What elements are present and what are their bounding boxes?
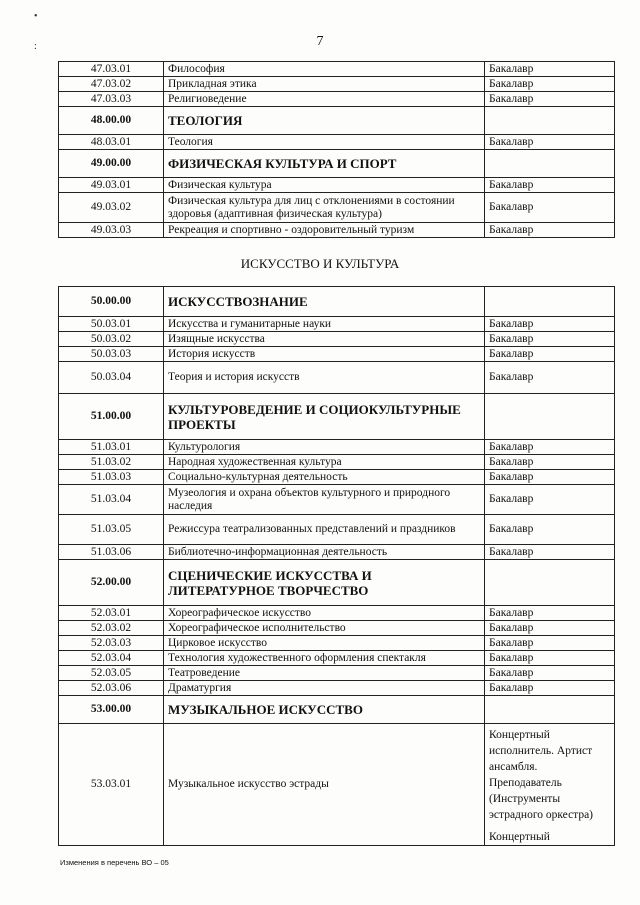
degree-cell: Бакалавр <box>485 135 615 150</box>
table-row <box>59 332 615 347</box>
code-cell: 52.03.02 <box>59 621 164 636</box>
table-row <box>59 545 615 560</box>
table-row <box>59 178 615 193</box>
degree-cell <box>485 394 615 440</box>
name-cell: Режиссура театрализованных представлений и праздников <box>164 515 485 545</box>
group-header-row <box>59 560 615 606</box>
name-cell: Прикладная этика <box>164 77 485 92</box>
code-cell: 50.03.02 <box>59 332 164 347</box>
degree-cell <box>485 560 615 606</box>
name-cell: Театроведение <box>164 666 485 681</box>
code-cell: 49.00.00 <box>59 150 164 178</box>
name-cell: КУЛЬТУРОВЕДЕНИЕ И СОЦИОКУЛЬТУРНЫЕ ПРОЕКТЫ <box>164 394 485 440</box>
specialties-table-1 <box>58 61 615 238</box>
degree-text: Концертный исполнитель. Артист ансамбля. Преподаватель (Инструменты эстрадного оркестра) <box>489 729 594 821</box>
name-cell: СЦЕНИЧЕСКИЕ ИСКУССТВА И ЛИТЕРАТУРНОЕ ТВОРЧЕСТВО <box>164 560 485 606</box>
code-cell: 47.03.02 <box>59 77 164 92</box>
table-row <box>59 92 615 107</box>
degree-cell: Бакалавр <box>485 77 615 92</box>
degree-cell <box>485 724 615 846</box>
degree-cell: Бакалавр <box>485 92 615 107</box>
name-cell: Рекреация и спортивно - оздоровительный туризм <box>164 223 485 238</box>
code-cell: 51.03.04 <box>59 485 164 515</box>
name-cell: Философия <box>164 62 485 77</box>
section-title: ИСКУССТВО И КУЛЬТУРА <box>240 256 400 271</box>
name-cell: Музыкальное искусство эстрады <box>164 724 485 846</box>
specialties-table-2 <box>58 286 615 846</box>
name-cell: Музеология и охрана объектов культурного и природного наследия <box>164 485 485 515</box>
name-cell: История искусств <box>164 347 485 362</box>
code-cell: 51.03.03 <box>59 470 164 485</box>
code-cell: 49.03.03 <box>59 223 164 238</box>
code-cell: 52.03.04 <box>59 651 164 666</box>
table-row <box>59 724 615 846</box>
table-row <box>59 515 615 545</box>
code-cell: 51.00.00 <box>59 394 164 440</box>
code-cell: 50.00.00 <box>59 287 164 317</box>
code-cell: 47.03.03 <box>59 92 164 107</box>
name-cell: Народная художественная культура <box>164 455 485 470</box>
degree-cell: Бакалавр <box>485 317 615 332</box>
degree-cell: Бакалавр <box>485 621 615 636</box>
degree-cell: Бакалавр <box>485 666 615 681</box>
name-cell: ИСКУССТВОЗНАНИЕ <box>164 287 485 317</box>
code-cell: 48.03.01 <box>59 135 164 150</box>
group-header-row <box>59 287 615 317</box>
table-row <box>59 470 615 485</box>
code-cell: 52.03.01 <box>59 606 164 621</box>
code-cell: 52.03.03 <box>59 636 164 651</box>
table-row <box>59 223 615 238</box>
degree-cell: Бакалавр <box>485 178 615 193</box>
name-cell: Цирковое искусство <box>164 636 485 651</box>
group-header-row <box>59 107 615 135</box>
table-row <box>59 485 615 515</box>
degree-cell <box>485 287 615 317</box>
code-cell: 52.03.06 <box>59 681 164 696</box>
degree-cell: Бакалавр <box>485 440 615 455</box>
table-row <box>59 193 615 223</box>
table-row <box>59 62 615 77</box>
code-cell: 48.00.00 <box>59 107 164 135</box>
code-cell: 52.00.00 <box>59 560 164 606</box>
group-header-row <box>59 150 615 178</box>
code-cell: 50.03.03 <box>59 347 164 362</box>
group-header-row <box>59 394 615 440</box>
table-row <box>59 621 615 636</box>
code-cell: 49.03.01 <box>59 178 164 193</box>
name-cell: ФИЗИЧЕСКАЯ КУЛЬТУРА И СПОРТ <box>164 150 485 178</box>
degree-cell <box>485 696 615 724</box>
code-cell: 47.03.01 <box>59 62 164 77</box>
table-row <box>59 681 615 696</box>
code-cell: 51.03.05 <box>59 515 164 545</box>
name-cell: Социально-культурная деятельность <box>164 470 485 485</box>
degree-cell: Бакалавр <box>485 193 615 223</box>
table-row <box>59 347 615 362</box>
degree-cell: Бакалавр <box>485 223 615 238</box>
scan-specks: • : <box>34 11 38 52</box>
code-cell: 51.03.01 <box>59 440 164 455</box>
degree-cell <box>485 107 615 135</box>
name-cell: Физическая культура для лиц с отклонениями в состоянии здоровья (адаптивная физическая культура) <box>164 193 485 223</box>
code-cell: 50.03.01 <box>59 317 164 332</box>
degree-cell: Бакалавр <box>485 362 615 394</box>
name-cell: Теория и история искусств <box>164 362 485 394</box>
name-cell: Драматургия <box>164 681 485 696</box>
degree-cell: Бакалавр <box>485 332 615 347</box>
degree-cell: Бакалавр <box>485 545 615 560</box>
degree-cell: Бакалавр <box>485 455 615 470</box>
code-cell: 51.03.06 <box>59 545 164 560</box>
name-cell: ТЕОЛОГИЯ <box>164 107 485 135</box>
name-cell: Теология <box>164 135 485 150</box>
code-cell: 52.03.05 <box>59 666 164 681</box>
table-row <box>59 666 615 681</box>
table-row <box>59 455 615 470</box>
degree-cell: Бакалавр <box>485 651 615 666</box>
name-cell: Религиоведение <box>164 92 485 107</box>
degree-cell: Бакалавр <box>485 606 615 621</box>
degree-cell <box>485 150 615 178</box>
code-cell: 49.03.02 <box>59 193 164 223</box>
degree-cell: Бакалавр <box>485 347 615 362</box>
name-cell: Культурология <box>164 440 485 455</box>
name-cell: Изящные искусства <box>164 332 485 347</box>
table-row <box>59 362 615 394</box>
name-cell: Искусства и гуманитарные науки <box>164 317 485 332</box>
degree-text-continued: Концертный <box>489 831 550 843</box>
code-cell: 51.03.02 <box>59 455 164 470</box>
table-row <box>59 606 615 621</box>
degree-cell: Бакалавр <box>485 62 615 77</box>
degree-cell: Бакалавр <box>485 485 615 515</box>
name-cell: Физическая культура <box>164 178 485 193</box>
table-row <box>59 77 615 92</box>
group-header-row <box>59 696 615 724</box>
name-cell: Технология художественного оформления спектакля <box>164 651 485 666</box>
footer-note: Изменения в перечень ВО – 05 <box>60 858 169 867</box>
degree-cell: Бакалавр <box>485 470 615 485</box>
code-cell: 53.03.01 <box>59 724 164 846</box>
table-row <box>59 135 615 150</box>
name-cell: МУЗЫКАЛЬНОЕ ИСКУССТВО <box>164 696 485 724</box>
name-cell: Хореографическое исполнительство <box>164 621 485 636</box>
table-row <box>59 317 615 332</box>
name-cell: Библиотечно-информационная деятельность <box>164 545 485 560</box>
code-cell: 53.00.00 <box>59 696 164 724</box>
degree-cell: Бакалавр <box>485 681 615 696</box>
code-cell: 50.03.04 <box>59 362 164 394</box>
name-cell: Хореографическое искусство <box>164 606 485 621</box>
degree-cell: Бакалавр <box>485 636 615 651</box>
table-row <box>59 636 615 651</box>
table-row <box>59 651 615 666</box>
degree-cell: Бакалавр <box>485 515 615 545</box>
table-row <box>59 440 615 455</box>
page-number: 7 <box>316 34 324 49</box>
